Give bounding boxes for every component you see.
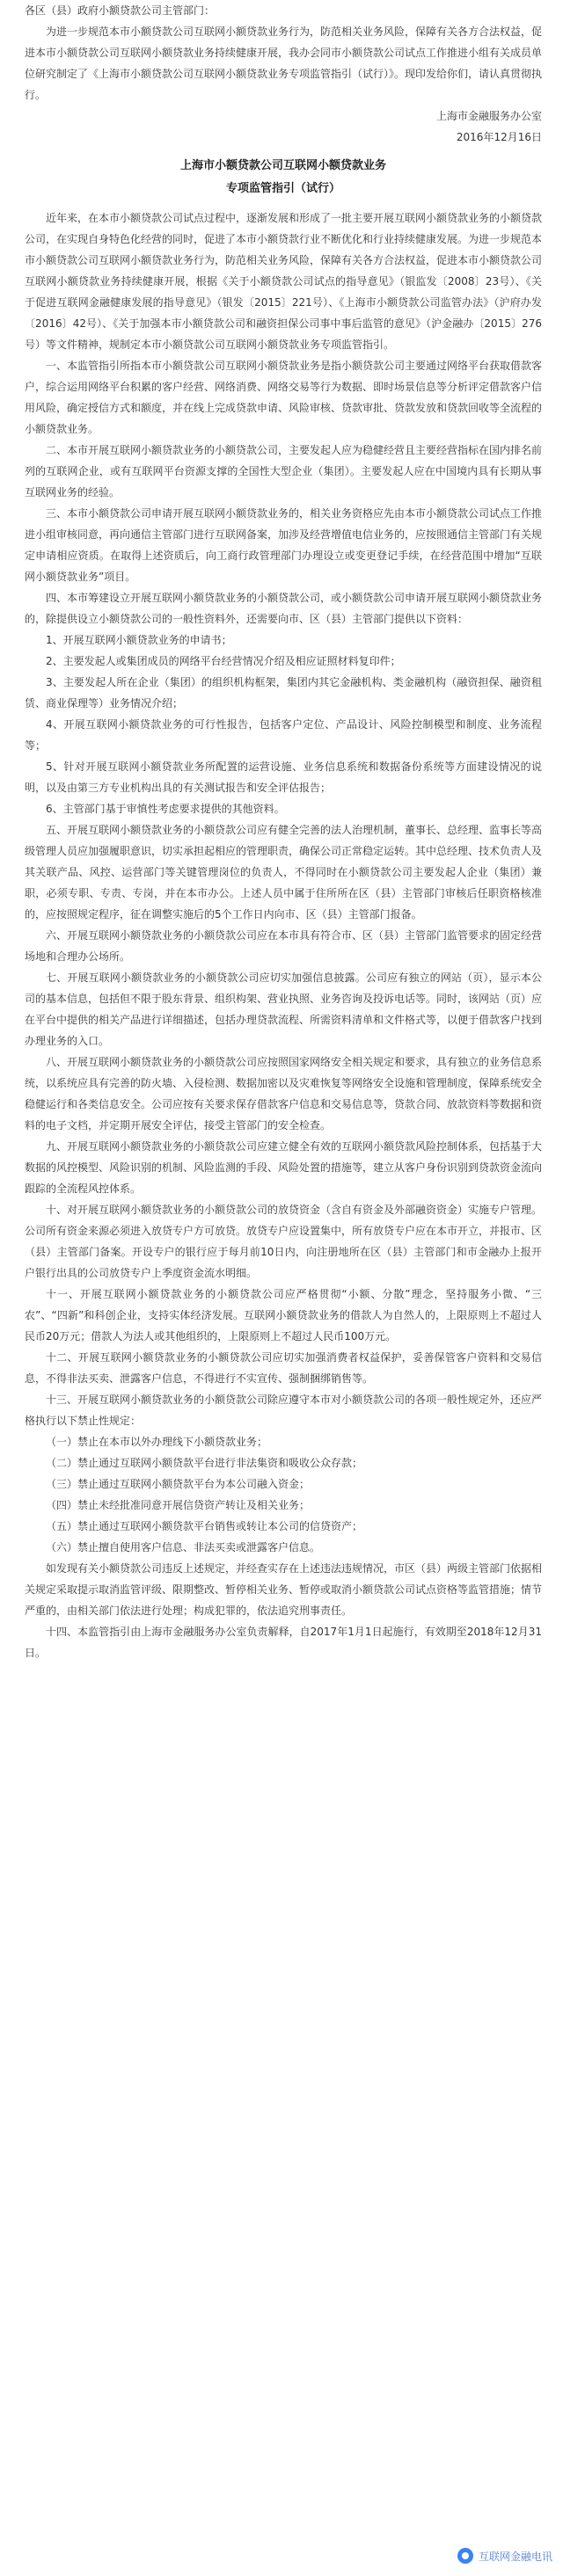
guideline-paragraph: 十二、开展互联网小额贷款业务的小额贷款公司应切实加强消费者权益保护，妥善保管客户资料和交易信息，不得非法买卖、泄露客户信息，不得进行不实宣传、强制捆绑销售等。 [25,1351,542,1385]
notice-intro: 为进一步规范本市小额贷款公司互联网小额贷款业务行为，防范相关业务风险，保障有关各方合法权益，促进本市小额贷款公司互联网小额贷款业务持续健康开展，我办会同市小额贷款公司试点工作推进小组有关成员单位研究制定了《上海市小额贷款公司互联网小额贷款业务专项监管指引（试行）》。现印发给你们，请认真贯彻执行。 [25,25,543,101]
guideline-paragraph: （六）禁止擅自使用客户信息、非法买卖或泄露客户信息。 [46,1541,321,1554]
guideline-body [25,207,542,1663]
watermark-text: 互联网金融电讯 [478,2550,552,2563]
guideline-paragraph: 1、开展互联网小额贷款业务的申请书； [46,634,232,646]
guideline-paragraph: （五）禁止通过互联网小额贷款平台销售或转让本公司的信贷资产； [46,1520,363,1532]
notice-issuer: 上海市金融服务办公室 [435,110,542,122]
guideline-subtitle: 专项监管指引（试行） [225,182,340,195]
guideline-paragraph: 十一、开展互联网小额贷款业务的小额贷款公司应严格贯彻“小额、分散”理念，坚持服务小微、“三农”、“四新”和科创企业，支持实体经济发展。互联网小额贷款业务的借款人为自然人的，上限原则上不超过人民币20万元；借款人为法人或其他组织的，上限原则上不超过人民币100万元。 [25,1288,542,1343]
guideline-paragraph: 八、开展互联网小额贷款业务的小额贷款公司应按照国家网络安全相关规定和要求，具有独立的业务信息系统，以系统应具有完善的防火墙、入侵检测、数据加密以及灾难恢复等网络安全设施和管理制度，保障系统安全稳健运行和各类信息安全。公司应按有关要求保存借款客户信息和交易信息等，贷款合同、放款资料等数据和资料的电子文档，并定期开展安全评估，接受主管部门的安全检查。 [25,1056,543,1132]
guideline-paragraph: （一）禁止在本市以外办理线下小额贷款业务； [46,1436,268,1448]
guideline-paragraph: 十三、开展互联网小额贷款业务的小额贷款公司除应遵守本市对小额贷款公司的各项一般性规定外，还应严格执行以下禁止性规定： [25,1394,543,1427]
guideline-paragraph: （三）禁止通过互联网小额贷款平台为本公司融入资金； [46,1478,311,1490]
notice-date: 2016年12月16日 [456,131,542,143]
guideline-paragraph: 4、开展互联网小额贷款业务的可行性报告，包括客户定位、产品设计、风险控制模型和制度、业务流程等； [25,718,542,752]
guideline-paragraph: 近年来，在本市小额贷款公司试点过程中，逐渐发展和形成了一批主要开展互联网小额贷款业务的小额贷款公司，在实现自身特色化经营的同时，促进了本市小额贷款行业不断优化和行业持续健康发展。为进一步规范本市小额贷款公司互联网小额贷款业务行为，防范相关业务风险，保障有关各方合法权益，促进本市小额贷款公司互联网小额贷款业务持续健康开展，根据《关于小额贷款公司试点的指导意见》（银监发〔2008〕23号）、《关于促进互联网金融健康发展的指导意见》（银发〔2015〕221号）、《上海市小额贷款公司监管办法》（沪府办发〔2016〕42号）、《关于加强本市小额贷款公司和融资担保公司事中事后监管的意见》（沪金融办〔2015〕276号）等文件精神，规制定本市小额贷款公司互联网小额贷款业务专项监管指引。 [25,212,543,351]
guideline-paragraph: 6、主管部门基于审慎性考虑要求提供的其他资料。 [46,803,285,815]
document-page [25,0,542,1663]
guideline-paragraph: 十四、本监管指引由上海市金融服务办公室负责解释，自2017年1月1日起施行，有效期至2018年12月31日。 [25,1626,542,1659]
guideline-paragraph: 2、主要发起人或集团成员的网络平台经营情况介绍及相应证照材料复印件； [46,655,401,667]
guideline-paragraph: 三、本市小额贷款公司申请开展互联网小额贷款业务的，相关业务资格应先由本市小额贷款公司试点工作推进小组审核同意，再向通信主管部门进行互联网备案，加涉及经营增值电信业务的，应按照通信主管部门有关规定申请相应资质。在取得上述资质后，向工商行政管理部门办理设立或变更登记手续，在经营范围中增加“互联网小额贷款业务”项目。 [25,507,543,583]
guideline-paragraph: 5、针对开展互联网小额贷款业务所配置的运营设施、业务信息系统和数据备份系统等方面建设情况的说明，以及由第三方专业机构出具的有关测试报告和安全评估报告； [25,760,542,794]
guideline-title: 上海市小额贷款公司互联网小额贷款业务 [179,159,386,172]
guideline-paragraph: 如发现有关小额贷款公司违反上述规定，并经查实存在上述违法违规情况，市区（县）两级主管部门依据相关规定采取提示取消监管评级、限期整改、暂停相关业务、暂停或取消小额贷款公司试点资格等监管措施；情节严重的，由相关部门依法进行处理；构成犯罪的，依法追究刑事责任。 [25,1562,543,1617]
guideline-paragraph: 四、本市筹建设立开展互联网小额贷款业务的小额贷款公司，或小额贷款公司申请开展互联网小额贷款业务的，除提供设立小额贷款公司的一般性资料外，还需要向市、区（县）主管部门提供以下资料： [25,592,543,625]
guideline-paragraph: （二）禁止通过互联网小额贷款平台进行非法集资和吸收公众存款； [46,1457,363,1469]
guideline-paragraph: 七、开展互联网小额贷款业务的小额贷款公司应切实加强信息披露。公司应有独立的网站（页），显示本公司的基本信息，包括但不限于股东背景、组织构架、营业执照、业务咨询及投诉电话等。同时，该网站（页）应在平台中提供的相关产品进行详细描述，包括办理贷款流程、所需资料清单和文件格式等，以便于借款客户找到办理业务的入口。 [25,971,543,1047]
guideline-paragraph: 九、开展互联网小额贷款业务的小额贷款公司应建立健全有效的互联网小额贷款风险控制体系，包括基于大数据的风控模型、风险识别的机制、风险监测的手段、风险处置的措施等，建立从客户身份识别到贷款资金流向跟踪的全流程风控体系。 [25,1140,543,1195]
guideline-paragraph: 二、本市开展互联网小额贷款业务的小额贷款公司，主要发起人应为稳健经营且主要经营指标在国内排名前列的互联网企业，或有互联网平台资源支撑的全国性大型企业（集团）。主要发起人应在中国境内具有长期从事互联网业务的经验。 [25,444,543,498]
guideline-paragraph: 五、开展互联网小额贷款业务的小额贷款公司应有健全完善的法人治理机制，董事长、总经理、监事长等高级管理人员应加强履职意识，切实承担起相应的管理职责，确保公司正常稳定运转。其中总经理、技术负责人及其关联产品、风控、运营部门等关键管理岗位的负责人，不得同时在小额贷款公司主要发起人企业（集团）兼职，必须专职、专责、专岗，并在本市办公。上述人员中属于住所所在区（县）主管部门审核后任职资格核准的，应按照规定程序，征在调整实施后的5个工作日内向市、区（县）主管部门报备。 [25,824,543,921]
guideline-paragraph: 十、对开展互联网小额贷款业务的小额贷款公司的放贷资金（含自有资金及外部融资资金）实施专户管理。公司所有资金来源必须进入放贷专户方可放贷。放贷专户应设置集中，所有放贷专户应在本市开立，并报市、区（县）主管部门备案。开设专户的银行应于每月前10日内，向注册地所在区（县）主管部门和市金融办上报开户银行出具的公司放贷专户上季度资金流水明细。 [25,1204,543,1279]
notice-header-line: 各区（县）政府小额贷款公司主管部门： [25,4,216,17]
guideline-paragraph: （四）禁止未经批准同意开展信贷资产转让及相关业务； [46,1499,311,1511]
guideline-paragraph: 一、本监管指引所指本市小额贷款公司互联网小额贷款业务是指小额贷款公司主要通过网络平台获取借款客户，综合运用网络平台积累的客户经营、网络消费、网络交易等行为数据、即时场景信息等分析评定借款客户信用风险，确定授信方式和额度，并在线上完成贷款申请、风险审核、贷款审批、贷款发放和贷款回收等全流程的小额贷款业务。 [25,360,543,435]
guideline-paragraph: 3、主要发起人所在企业（集团）的组织机构框架，集团内其它金融机构、类金融机构（融资担保、融资租赁、商业保理等）业务情况介绍； [25,676,542,709]
account-watermark [457,2548,552,2564]
wechat-badge-icon [457,2548,473,2564]
guideline-paragraph: 六、开展互联网小额贷款业务的小额贷款公司应在本市具有符合市、区（县）主管部门监管要求的固定经营场地和合理办公场所。 [25,929,543,963]
